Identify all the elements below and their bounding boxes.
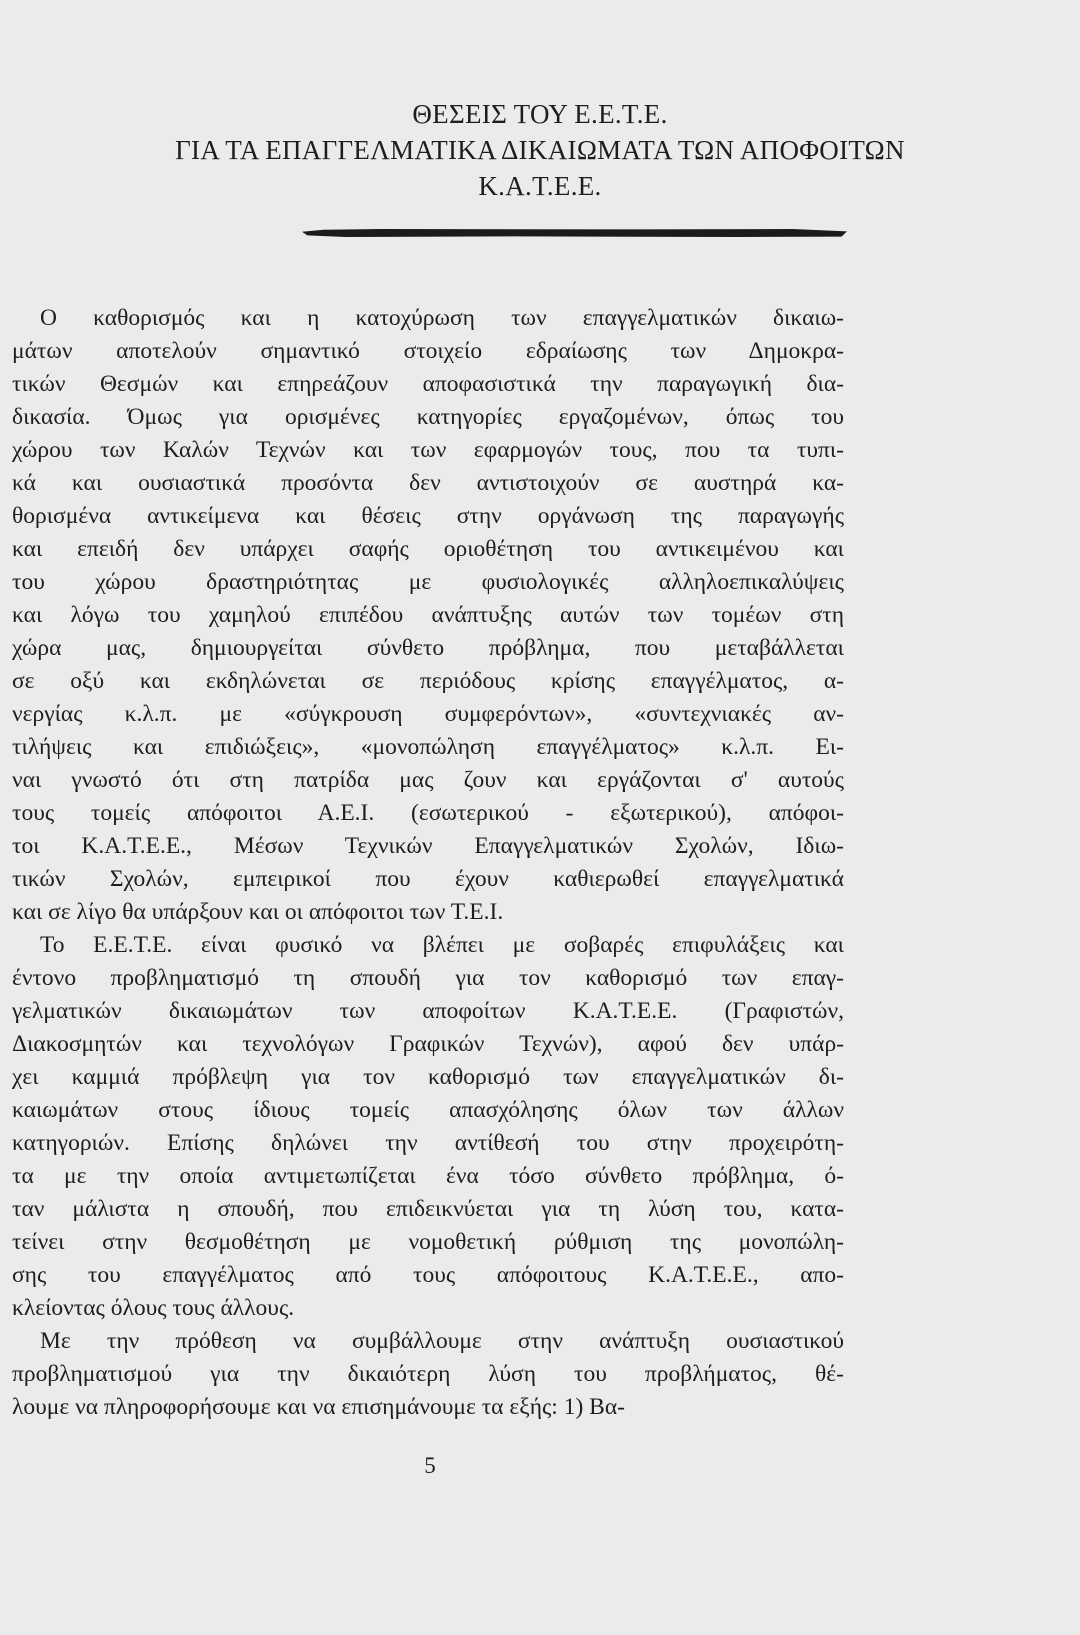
text-line: σε οξύ και εκδηλώνεται σε περιόδους κρίσης επαγγέλματος, α- xyxy=(12,668,844,694)
text-line: χώρα μας, δημιουργείται σύνθετο πρόβλημα, που μεταβάλλεται xyxy=(12,635,844,661)
text-line: θορισμένα αντικείμενα και θέσεις στην οργάνωση της παραγωγής xyxy=(12,503,844,529)
text-line: και επειδή δεν υπάρχει σαφής οριοθέτηση του αντικειμένου και xyxy=(12,536,844,562)
text-line: κατηγοριών. Επίσης δηλώνει την αντίθεσή του στην προχειρότη- xyxy=(12,1130,844,1156)
title-line-3: Κ.Α.Τ.Ε.Ε. xyxy=(478,171,602,201)
title-underline-rule xyxy=(302,229,847,237)
text-line: Ο καθορισμός και η κατοχύρωση των επαγγελματικών δικαιω- xyxy=(40,305,844,331)
text-line: χει καμμιά πρόβλεψη για τον καθορισμό των επαγγελματικών δι- xyxy=(12,1064,844,1090)
paragraph xyxy=(12,929,844,1325)
text-line: ταν μάλιστα η σπουδή, που επιδεικνύεται για τη λύση του, κατα- xyxy=(12,1196,844,1222)
text-line: τείνει στην θεσμοθέτηση με νομοθετική ρύθμιση της μονοπώλη- xyxy=(12,1229,844,1255)
text-line: Με την πρόθεση να συμβάλλουμε στην ανάπτυξη ουσιαστικού xyxy=(40,1328,844,1354)
document-title xyxy=(0,96,1080,204)
text-line: χώρου των Καλών Τεχνών και των εφαρμογών τους, που τα τυπι- xyxy=(12,437,844,463)
text-line: και λόγω του χαμηλού επιπέδου ανάπτυξης αυτών των τομέων στη xyxy=(12,602,844,628)
text-line: λουμε να πληροφορήσουμε και να επισημάνουμε τα εξής: 1) Βα- xyxy=(12,1394,625,1420)
text-line: κλείοντας όλους τους άλλους. xyxy=(12,1295,295,1321)
paragraph xyxy=(12,1325,844,1424)
text-line: νεργίας κ.λ.π. με «σύγκρουση συμφερόντων», «συντεχνιακές αν- xyxy=(12,701,844,727)
text-line: μάτων αποτελούν σημαντικό στοιχείο εδραίωσης των Δημοκρα- xyxy=(12,338,844,364)
text-line: προβληματισμού για την δικαιότερη λύση του προβλήματος, θέ- xyxy=(12,1361,844,1387)
text-line: Διακοσμητών και τεχνολόγων Γραφικών Τεχνών), αφού δεν υπάρ- xyxy=(12,1031,844,1057)
text-line: τικών Σχολών, εμπειρικοί που έχουν καθιερωθεί επαγγελματικά xyxy=(12,866,844,892)
text-line: καιωμάτων στους ίδιους τομείς απασχόλησης όλων των άλλων xyxy=(12,1097,844,1123)
paragraph xyxy=(12,302,844,929)
text-line: και σε λίγο θα υπάρξουν και οι απόφοιτοι των Τ.Ε.Ι. xyxy=(12,899,504,925)
page-number: 5 xyxy=(424,1453,436,1478)
text-line: σης του επαγγέλματος από τους απόφοιτους Κ.Α.Τ.Ε.Ε., απο- xyxy=(12,1262,844,1288)
text-line: του χώρου δραστηριότητας με φυσιολογικές αλληλοεπικαλύψεις xyxy=(12,569,844,595)
text-line: κά και ουσιαστικά προσόντα δεν αντιστοιχούν σε αυστηρά κα- xyxy=(12,470,844,496)
title-line-2: ΓΙΑ ΤΑ ΕΠΑΓΓΕΛΜΑΤΙΚΑ ΔΙΚΑΙΩΜΑΤΑ ΤΩΝ ΑΠΟΦΟΙΤΩΝ xyxy=(175,135,905,165)
text-line: τιλήψεις και επιδιώξεις», «μονοπώληση επαγγέλματος» κ.λ.π. Ει- xyxy=(12,734,844,760)
text-line: τικών Θεσμών και επηρεάζουν αποφασιστικά την παραγωγική δια- xyxy=(12,371,844,397)
text-line: τοι Κ.Α.Τ.Ε.Ε., Μέσων Τεχνικών Επαγγελματικών Σχολών, Ιδιω- xyxy=(12,833,844,859)
body-text xyxy=(12,302,844,1424)
text-line: Το Ε.Ε.Τ.Ε. είναι φυσικό να βλέπει με σοβαρές επιφυλάξεις και xyxy=(40,932,844,958)
text-line: έντονο προβληματισμό τη σπουδή για τον καθορισμό των επαγ- xyxy=(12,965,844,991)
text-line: τους τομείς απόφοιτοι Α.Ε.Ι. (εσωτερικού - εξωτερικού), απόφοι- xyxy=(12,800,844,826)
text-line: τα με την οποία αντιμετωπίζεται ένα τόσο σύνθετο πρόβλημα, ό- xyxy=(12,1163,844,1189)
text-line: γελματικών δικαιωμάτων των αποφοίτων Κ.Α.Τ.Ε.Ε. (Γραφιστών, xyxy=(12,998,844,1024)
text-line: δικασία. Όμως για ορισμένες κατηγορίες εργαζομένων, όπως του xyxy=(12,404,844,430)
text-line: ναι γνωστό ότι στη πατρίδα μας ζουν και εργάζονται σ' αυτούς xyxy=(12,767,844,793)
title-line-1: ΘΕΣΕΙΣ ΤΟΥ Ε.Ε.Τ.Ε. xyxy=(412,99,668,129)
